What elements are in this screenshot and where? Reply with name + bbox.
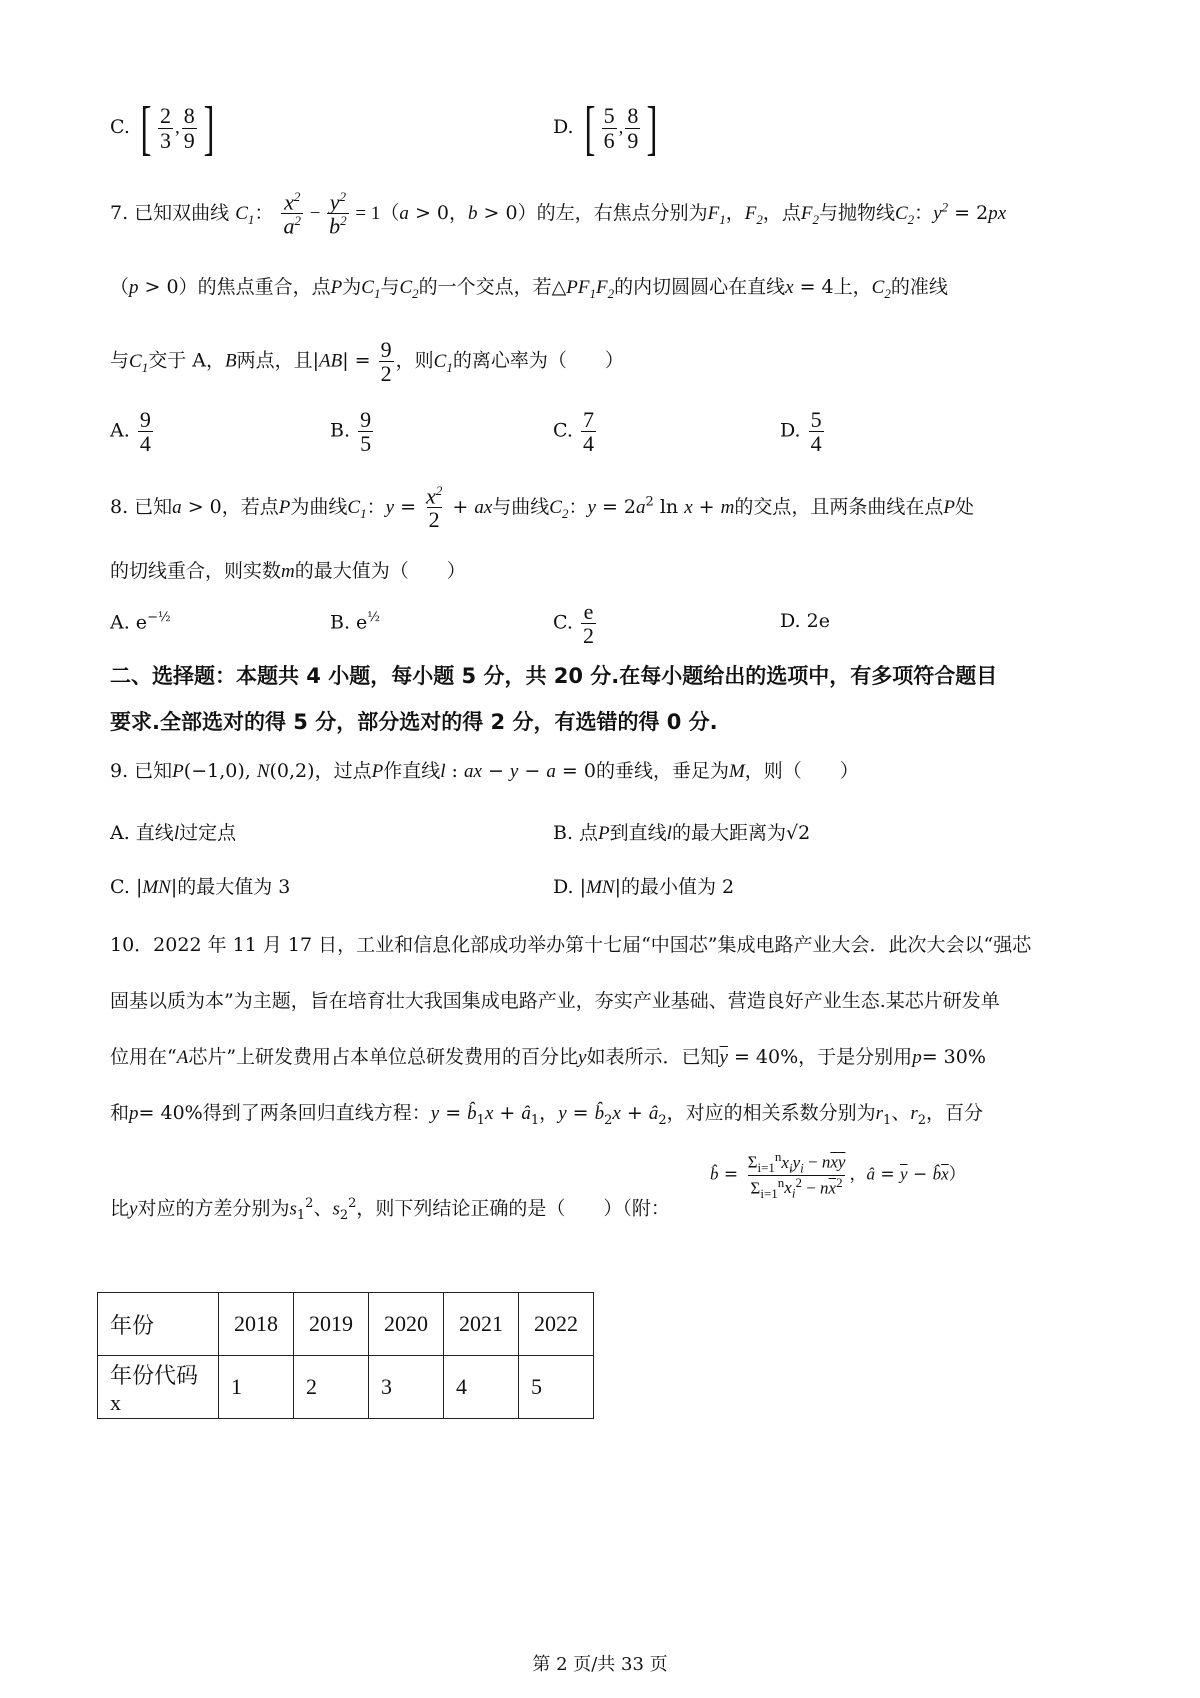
text: ，点 bbox=[762, 201, 801, 224]
option-label: D. bbox=[553, 116, 574, 138]
text: 9. 已知 bbox=[110, 760, 173, 782]
text: 与曲线 bbox=[492, 495, 550, 518]
text: 过定点 bbox=[179, 822, 237, 844]
text: 的最大距离为 bbox=[671, 822, 786, 844]
text: 的内切圆圆心在直线 bbox=[614, 276, 786, 298]
q7-option-c bbox=[553, 408, 598, 455]
fraction-denominator: 4 bbox=[582, 431, 594, 457]
text: A. 直线 bbox=[110, 822, 174, 844]
fraction-numerator: 7 bbox=[582, 407, 594, 432]
text: 对应的方差分别为 bbox=[137, 1197, 290, 1220]
q9-option-b: B. 点P到直线l的最大距离为√2 bbox=[553, 822, 811, 844]
interval: [ $\frac{2}{3}$ , $\frac{8}{9}$ ] bbox=[140, 95, 215, 161]
text: 得到了两条回归直线方程： bbox=[202, 1102, 431, 1124]
fraction-numerator: 9 bbox=[139, 407, 151, 432]
fraction-denominator: 9 bbox=[627, 127, 639, 153]
q10-formula: b̂ = $\frac{\Sigma_{i=1}^nx_iy_i - n\overline{x}\overline{y}}{\Sigma_{i=1}^nx_i^2 - n\overline{x}^2}$ ，â = $\overline{y}$ − $b̂\overline{x}$） bbox=[710, 1149, 966, 1201]
q10-line-1: 10．2022 年 11 月 17 日，工业和信息化部成功举办第十七届“中国芯”集成电路产业大会．此次大会以“强芯 bbox=[110, 934, 1032, 956]
text: 的最大值为（ ） bbox=[294, 560, 466, 582]
q7-option-b bbox=[330, 408, 375, 455]
option-label: D. bbox=[780, 419, 801, 442]
table-cell: 3 bbox=[369, 1356, 444, 1419]
table-cell: 2019 bbox=[294, 1293, 369, 1356]
text: 的一个交点，若 bbox=[418, 276, 552, 298]
text: 位用在“ bbox=[110, 1046, 177, 1068]
q7-line-1: 7. 已知双曲线 $C_1$： $\frac{x^2}{a^2}$ − $\frac{y^2}{b^2}$ = 1（a > 0，b > 0）的左，右焦点分别为$F_1$，$F_2$，点$F_2$与抛物线$C_2$：$y^2 = 2px$ bbox=[110, 189, 1007, 239]
year-table bbox=[97, 1292, 594, 1419]
text: ，则（ ） bbox=[744, 760, 859, 782]
fraction-denominator: 3 bbox=[159, 127, 171, 153]
text: 交于 bbox=[148, 349, 187, 372]
q8-line-1: 8. 已知a > 0，若点P为曲线$C_1$：y = $\frac{x^2}{2}$ + ax与曲线$C_2$：$y = 2a^2$ ln x + m的交点，且两条曲线在点P处 bbox=[110, 483, 974, 533]
text: ，过点 bbox=[314, 760, 372, 782]
fraction-denominator: 4 bbox=[139, 431, 151, 457]
text: 的最大值为 3 bbox=[177, 876, 291, 898]
q7-line-2: （p > 0）的焦点重合，点P为$C_1$与$C_2$的一个交点，若$\triangle PF_1F_2$的内切圆圆心在直线x = 4上，$C_2$的准线 bbox=[110, 276, 948, 301]
q9-line-1: 9. 已知P(−1,0), N(0,2)，过点P作直线l : ax − y − a = 0的垂线，垂足为M，则（ ） bbox=[110, 760, 859, 782]
q8-option-b: B. $e^{\frac{1}{2}}$ bbox=[330, 610, 380, 634]
table-cell: 2018 bbox=[219, 1293, 294, 1356]
option-label: A. bbox=[110, 611, 130, 634]
text: 为曲线 bbox=[290, 495, 348, 518]
table-cell: 2021 bbox=[444, 1293, 519, 1356]
page-footer: 第 2 页/共 33 页 bbox=[532, 1654, 668, 1675]
text: 的焦点重合，点 bbox=[197, 276, 331, 298]
table-cell: 2020 bbox=[369, 1293, 444, 1356]
q8-option-c: C. $\frac{e}{2}$ bbox=[553, 599, 594, 649]
q7-option-d bbox=[780, 408, 826, 455]
text: ，对应的相关系数分别为 bbox=[666, 1102, 876, 1124]
text: 为 bbox=[342, 276, 362, 298]
q10-line-4: 和p= 40%得到了两条回归直线方程：$y = b̂_1x$ + $â_1$，$y = b̂_2x$ + $â_2$，对应的相关系数分别为$r_1$、$r_2$，百分 bbox=[110, 1102, 984, 1128]
text: ） bbox=[948, 1164, 966, 1185]
text: 和 bbox=[110, 1102, 130, 1124]
option-label: C. bbox=[553, 611, 573, 634]
fraction-numerator: 5 bbox=[810, 407, 822, 432]
text: 作直线 bbox=[383, 760, 441, 782]
q10-line-5: 比y对应的方差分别为$s_1^2$、$s_2^2$，则下列结论正确的是（ ）（附： bbox=[110, 1196, 670, 1224]
option-value: 2e bbox=[806, 610, 830, 632]
section-heading-line-2: 要求.全部选对的得 5 分，部分选对的得 2 分，有选错的得 0 分. bbox=[110, 710, 718, 734]
interval: [ $\frac{5}{6}$ , $\frac{8}{9}$ ] bbox=[584, 95, 658, 161]
q10-line-3: 位用在“A芯片”上研发费用占本单位总研发费用的百分比y如表所示．已知$\overline{y} = 40\%$，于是分别用p= 30% bbox=[110, 1046, 986, 1068]
fraction-denominator: 6 bbox=[603, 127, 615, 153]
fraction-denominator: 9 bbox=[183, 127, 195, 153]
text: 的切线重合，则实数 bbox=[110, 560, 282, 582]
text: 上， bbox=[833, 276, 872, 298]
text: ，若点 bbox=[221, 495, 279, 518]
text: ，则下列结论正确的是（ ）（附： bbox=[356, 1197, 670, 1220]
text: 比 bbox=[110, 1197, 130, 1220]
option-label: D. bbox=[780, 610, 801, 632]
section-heading-line-1: 二、选择题：本题共 4 小题，每小题 5 分，共 20 分.在每小题给出的选项中，有多项符合题目 bbox=[110, 664, 998, 688]
table-row bbox=[98, 1356, 594, 1419]
q6-option-d bbox=[553, 95, 662, 161]
text: 如表所示．已知 bbox=[586, 1046, 720, 1068]
q8-line-2: 的切线重合，则实数m的最大值为（ ） bbox=[110, 560, 466, 582]
q8-option-a: A. $e^{-\frac{1}{2}}$ bbox=[110, 610, 171, 634]
table-cell: 1 bbox=[219, 1356, 294, 1419]
q9-option-d: D. |MN|的最小值为 2 bbox=[553, 876, 735, 898]
text: 处 bbox=[954, 495, 974, 518]
text: 的最小值为 2 bbox=[620, 876, 735, 898]
table-cell: 年份代码 x bbox=[98, 1356, 219, 1419]
option-label: B. bbox=[330, 611, 351, 634]
q7-option-a bbox=[110, 408, 155, 455]
text: 的左，右焦点分别为 bbox=[536, 201, 708, 224]
fraction-numerator: 8 bbox=[627, 103, 639, 129]
text: 与抛物线 bbox=[818, 201, 895, 224]
text: B. 点 bbox=[553, 822, 599, 844]
text: 的垂线，垂足为 bbox=[595, 760, 729, 782]
fraction-denominator: 4 bbox=[810, 431, 822, 457]
q8-option-d bbox=[780, 610, 830, 632]
text: 7. 已知双曲线 bbox=[110, 201, 230, 224]
text: 的交点，且两条曲线在点 bbox=[734, 495, 944, 518]
text: 的离心率为（ ） bbox=[452, 349, 624, 372]
text: 芯片”上研发费用占本单位总研发费用的百分比 bbox=[188, 1046, 579, 1068]
option-label: C. bbox=[110, 116, 130, 138]
table-cell: 4 bbox=[444, 1356, 519, 1419]
text: ，则 bbox=[395, 349, 434, 372]
table-cell: 5 bbox=[519, 1356, 594, 1419]
q6-option-c bbox=[110, 95, 219, 161]
text: ，百分 bbox=[926, 1102, 984, 1124]
option-label: C. bbox=[553, 419, 573, 442]
fraction-numerator: 2 bbox=[159, 103, 171, 129]
text: ，于是分别用 bbox=[798, 1046, 913, 1068]
fraction-numerator: 8 bbox=[183, 103, 195, 129]
q7-line-3: 与$C_1$交于 A，B两点，且|AB| = $\frac{9}{2}$ ，则$C_1$的离心率为（ ） bbox=[110, 337, 624, 387]
text: 到直线 bbox=[609, 822, 667, 844]
table-row bbox=[98, 1293, 594, 1356]
fraction-numerator: 5 bbox=[603, 103, 615, 129]
q9-option-a: A. 直线l过定点 bbox=[110, 822, 237, 844]
text: D. bbox=[553, 876, 574, 898]
q9-option-c: C. |MN|的最大值为 3 bbox=[110, 876, 291, 898]
text: 的准线 bbox=[890, 276, 948, 298]
table-cell: 2 bbox=[294, 1356, 369, 1419]
option-label: B. bbox=[330, 419, 351, 442]
option-label: A. bbox=[110, 419, 130, 442]
q10-line-2: 固基以质为本”为主题，旨在培育壮大我国集成电路产业，夯实产业基础、营造良好产业生态.某芯片研发单 bbox=[110, 990, 1000, 1012]
text: C. bbox=[110, 876, 130, 898]
fraction-denominator: 5 bbox=[360, 431, 372, 457]
table-cell: 年份 bbox=[98, 1293, 219, 1356]
text: 8. 已知 bbox=[110, 495, 173, 518]
text: 两点，且 bbox=[236, 349, 313, 372]
table-cell: 2022 bbox=[519, 1293, 594, 1356]
fraction-numerator: 9 bbox=[360, 407, 372, 432]
